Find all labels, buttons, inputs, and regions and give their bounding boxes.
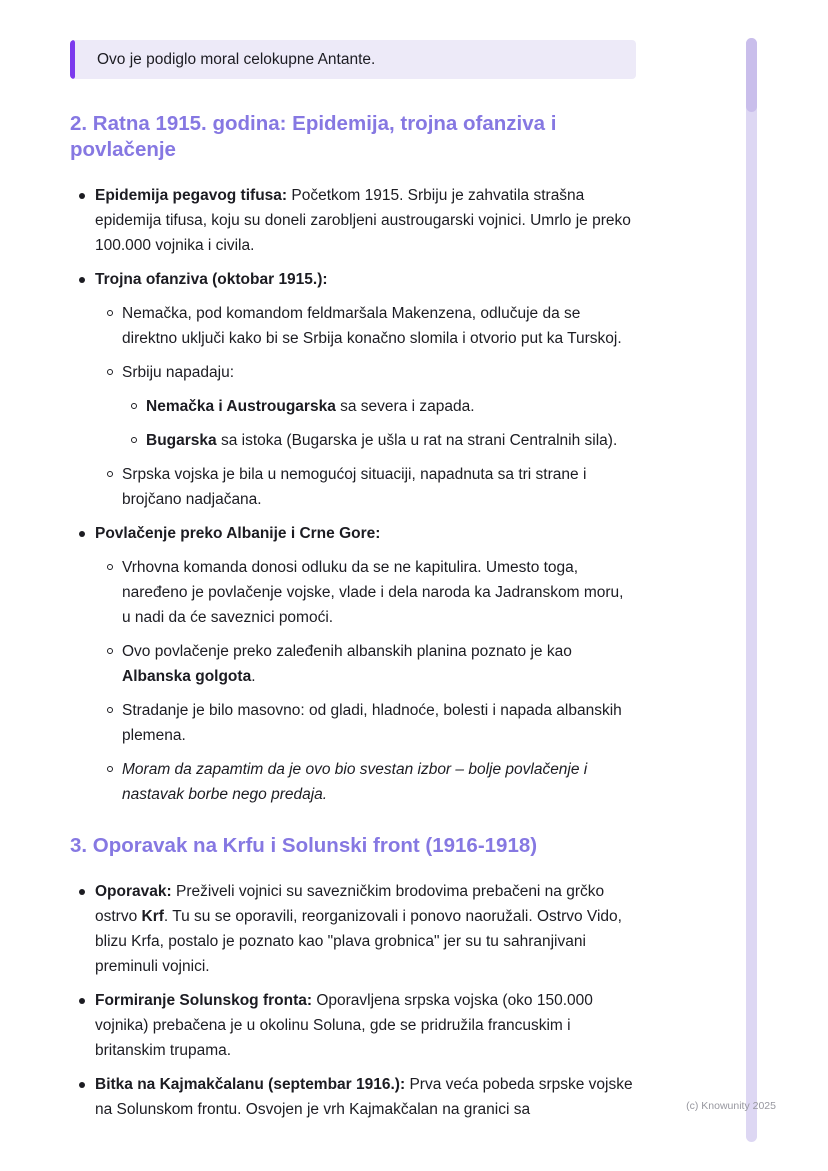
scrollbar-thumb[interactable] xyxy=(746,38,757,112)
list-item xyxy=(70,1072,636,1122)
text-segment: Srpska vojska je bila u nemogućoj situaciji, napadnuta sa tri strane i brojčano nadjačana. xyxy=(122,466,587,508)
list-item xyxy=(70,462,636,512)
bullet-disc-icon xyxy=(79,998,85,1004)
list-item-text xyxy=(95,1076,633,1118)
bold-text-segment: Formiranje Solunskog fronta: xyxy=(95,992,313,1009)
bold-text-segment: Povlačenje preko Albanije i Crne Gore: xyxy=(95,525,381,542)
scrollbar-track[interactable] xyxy=(746,38,757,1142)
text-segment: sa severa i zapada. xyxy=(335,398,475,415)
list-item xyxy=(70,183,636,258)
section-heading: 3. Oporavak na Krfu i Solunski front (1916-1918) xyxy=(70,834,538,857)
text-segment: Ovo povlačenje preko zaleđenih albanskih planina poznato je kao xyxy=(122,643,572,660)
bullet-circle-icon xyxy=(131,403,137,409)
bullet-circle-icon xyxy=(107,471,113,477)
bullet-circle-icon xyxy=(107,707,113,713)
bullet-circle-icon xyxy=(107,564,113,570)
list-item-text xyxy=(122,466,586,508)
sections-container xyxy=(70,111,636,1122)
callout-text: Ovo je podiglo moral celokupne Antante. xyxy=(97,51,376,68)
bullet-circle-icon xyxy=(107,310,113,316)
list-item xyxy=(70,394,636,419)
note-content xyxy=(70,40,636,1148)
list-item xyxy=(70,301,636,351)
copyright-watermark: (c) Knowunity 2025 xyxy=(686,1100,776,1112)
list-item-text xyxy=(95,525,380,542)
bold-text-segment: Oporavak: xyxy=(95,883,172,900)
text-segment: . xyxy=(251,668,256,685)
list-item-text xyxy=(122,305,622,347)
text-segment: Prva veća pobeda srpske vojske na Solunskom frontu. Osvojen je vrh Kajmakčalan na granici sa xyxy=(95,1076,633,1118)
text-segment: Oporavljena srpska vojska (oko 150.000 vojnika) prebačena je u okolinu Soluna, gde se pridružila francuskim i britanskim trupama. xyxy=(95,992,593,1059)
text-segment: Srbiju napadaju: xyxy=(122,364,235,381)
text-segment: Moram da zapamtim da je ovo bio svestan izbor – bolje povlačenje i nastavak borbe nego predaja. xyxy=(122,761,588,803)
text-segment: Nemačka, pod komandom feldmaršala Makenzena, odlučuje da se direktno uključi kako bi se Srbija konačno slomila i otvorio put ka Turskoj. xyxy=(122,305,622,347)
section-heading: 2. Ratna 1915. godina: Epidemija, trojna ofanziva i povlačenje xyxy=(70,112,557,161)
text-segment: sa istoka (Bugarska je ušla u rat na strani Centralnih sila). xyxy=(216,432,618,449)
bullet-disc-icon xyxy=(79,1082,85,1088)
list-item xyxy=(70,555,636,630)
bullet-list xyxy=(70,879,636,1122)
bullet-circle-icon xyxy=(131,437,137,443)
text-segment: Preživeli vojnici su savezničkim brodovima prebačeni na grčko ostrvo xyxy=(95,883,605,925)
bold-text-segment: Epidemija pegavog tifusa: xyxy=(95,187,288,204)
quote-callout xyxy=(70,40,636,79)
bullet-disc-icon xyxy=(79,531,85,537)
bullet-disc-icon xyxy=(79,889,85,895)
list-item xyxy=(70,521,636,546)
list-item xyxy=(70,639,636,689)
list-item xyxy=(70,428,636,453)
list-item-text xyxy=(146,432,617,449)
list-item-text xyxy=(122,364,234,381)
text-segment: Vrhovna komanda donosi odluku da se ne kapitulira. Umesto toga, naređeno je povlačenje vojske, vlade i dela naroda ka Jadranskom moru, u nadi da će saveznici pomoći. xyxy=(122,559,624,626)
text-segment: . Tu su se oporavili, reorganizovali i ponovo naoružali. Ostrvo Vido, blizu Krfa, postalo je poznato kao "plava grobnica" jer su tu sahranjivani preminuli vojnici. xyxy=(95,908,622,975)
list-item-text xyxy=(95,271,328,288)
bold-text-segment: Albanska golgota xyxy=(122,668,252,685)
bullet-circle-icon xyxy=(107,648,113,654)
bullet-circle-icon xyxy=(107,766,113,772)
list-item xyxy=(70,267,636,292)
text-segment: Stradanje je bilo masovno: od gladi, hladnoće, bolesti i napada albanskih plemena. xyxy=(122,702,622,744)
bold-text-segment: Trojna ofanziva (oktobar 1915.): xyxy=(95,271,328,288)
list-item-text xyxy=(95,992,593,1059)
list-item xyxy=(70,757,636,807)
bullet-circle-icon xyxy=(107,369,113,375)
list-item-text xyxy=(122,761,587,803)
list-item xyxy=(70,698,636,748)
bullet-disc-icon xyxy=(79,277,85,283)
list-item xyxy=(70,879,636,979)
bold-text-segment: Bitka na Kajmakčalanu (septembar 1916.): xyxy=(95,1076,406,1093)
list-item-text xyxy=(95,883,622,975)
list-item xyxy=(70,988,636,1063)
bullet-disc-icon xyxy=(79,193,85,199)
bold-text-segment: Krf xyxy=(141,908,164,925)
bullet-list xyxy=(70,183,636,807)
text-segment: Početkom 1915. Srbiju je zahvatila strašna epidemija tifusa, koju su doneli zarobljeni austrougarski vojnici. Umrlo je preko 100.000 vojnika i civila. xyxy=(95,187,631,254)
list-item xyxy=(70,360,636,385)
list-item-text xyxy=(122,702,622,744)
list-item-text xyxy=(146,398,475,415)
list-item-text xyxy=(95,187,631,254)
list-item-text xyxy=(122,559,623,626)
list-item-text xyxy=(122,643,572,685)
bold-text-segment: Bugarska xyxy=(146,432,217,449)
bold-text-segment: Nemačka i Austrougarska xyxy=(146,398,336,415)
